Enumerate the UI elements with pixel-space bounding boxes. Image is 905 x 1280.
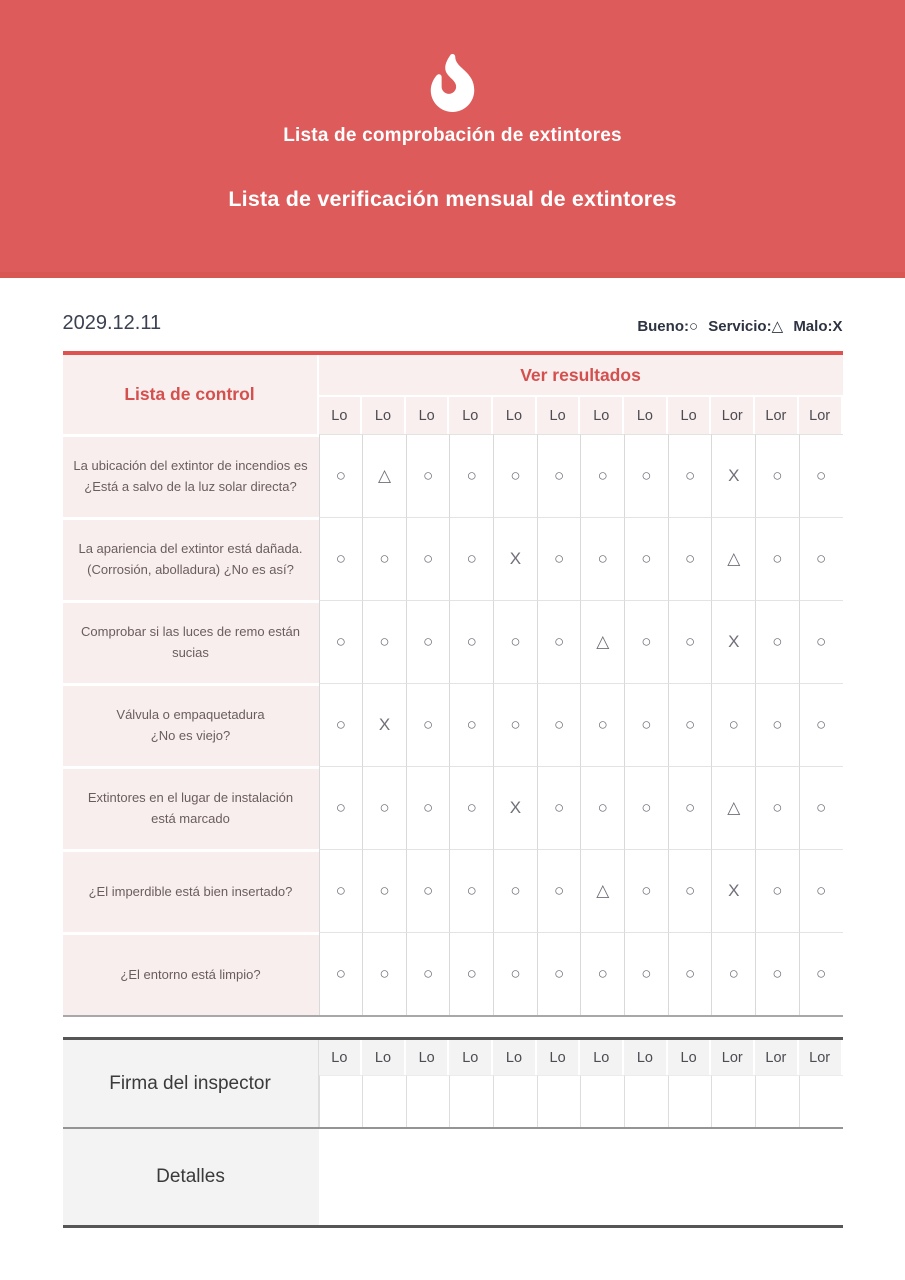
result-column-header: Lor xyxy=(711,397,755,434)
control-list-header: Lista de control xyxy=(63,355,319,434)
result-good-circle-icon: ○ xyxy=(537,849,581,932)
checklist-row xyxy=(63,766,843,849)
result-good-circle-icon: ○ xyxy=(624,434,668,517)
result-good-circle-icon: ○ xyxy=(624,849,668,932)
result-good-circle-icon: ○ xyxy=(755,600,799,683)
result-column-header: Lo xyxy=(580,397,624,434)
result-good-circle-icon: ○ xyxy=(580,517,624,600)
result-good-circle-icon: ○ xyxy=(580,434,624,517)
signature-cell xyxy=(537,1075,581,1127)
result-bad-x-icon: X xyxy=(493,517,537,600)
result-service-triangle-icon: △ xyxy=(580,849,624,932)
result-good-circle-icon: ○ xyxy=(493,434,537,517)
result-good-circle-icon: ○ xyxy=(580,766,624,849)
flame-icon xyxy=(430,54,475,112)
signature-header-row xyxy=(63,1040,843,1075)
result-column-header: Lor xyxy=(755,397,799,434)
checklist-item-label: ¿El imperdible está bien insertado? xyxy=(63,849,319,932)
result-good-circle-icon: ○ xyxy=(449,517,493,600)
result-column-header: Lo xyxy=(668,397,712,434)
result-good-circle-icon: ○ xyxy=(799,849,843,932)
checklist-item-label: La apariencia del extintor está dañada. (Corrosión, abolladura) ¿No es así? xyxy=(63,517,319,600)
signature-cell xyxy=(449,1075,493,1127)
result-column-header: Lo xyxy=(319,397,363,434)
result-bad-x-icon: X xyxy=(493,766,537,849)
result-bad-x-icon: X xyxy=(711,434,755,517)
result-good-circle-icon: ○ xyxy=(668,434,712,517)
result-service-triangle-icon: △ xyxy=(362,434,406,517)
checklist-item-label: La ubicación del extintor de incendios es ¿Está a salvo de la luz solar directa? xyxy=(63,434,319,517)
result-column-header: Lo xyxy=(493,397,537,434)
result-good-circle-icon: ○ xyxy=(449,683,493,766)
result-good-circle-icon: ○ xyxy=(624,517,668,600)
result-good-circle-icon: ○ xyxy=(668,849,712,932)
result-good-circle-icon: ○ xyxy=(537,434,581,517)
signature-column-header: Lo xyxy=(493,1040,537,1075)
result-good-circle-icon: ○ xyxy=(493,849,537,932)
checklist-item-label: Extintores en el lugar de instalación está marcado xyxy=(63,766,319,849)
checklist-body xyxy=(63,434,843,1015)
meta-row xyxy=(63,312,843,335)
result-bad-x-icon: X xyxy=(711,600,755,683)
legend-bad xyxy=(793,318,842,335)
result-bad-x-icon: X xyxy=(711,849,755,932)
signature-column-header: Lo xyxy=(580,1040,624,1075)
checklist-item-label: Válvula o empaquetadura ¿No es viejo? xyxy=(63,683,319,766)
signature-cell xyxy=(711,1075,755,1127)
result-good-circle-icon: ○ xyxy=(711,932,755,1015)
result-good-circle-icon: ○ xyxy=(319,434,363,517)
result-good-circle-icon: ○ xyxy=(406,600,450,683)
results-header-row xyxy=(63,355,843,397)
result-good-circle-icon: ○ xyxy=(624,683,668,766)
signature-cell xyxy=(668,1075,712,1127)
result-good-circle-icon: ○ xyxy=(624,600,668,683)
checklist-table xyxy=(63,351,843,1017)
signature-cell xyxy=(406,1075,450,1127)
checklist-row xyxy=(63,849,843,932)
result-good-circle-icon: ○ xyxy=(624,932,668,1015)
result-good-circle-icon: ○ xyxy=(406,932,450,1015)
result-good-circle-icon: ○ xyxy=(406,683,450,766)
signature-column-header: Lo xyxy=(406,1040,450,1075)
result-good-circle-icon: ○ xyxy=(449,932,493,1015)
details-label: Detalles xyxy=(63,1127,319,1225)
legend-good-label: Bueno: xyxy=(637,318,689,335)
result-good-circle-icon: ○ xyxy=(755,932,799,1015)
result-good-circle-icon: ○ xyxy=(362,517,406,600)
result-good-circle-icon: ○ xyxy=(668,683,712,766)
result-good-circle-icon: ○ xyxy=(755,849,799,932)
result-good-circle-icon: ○ xyxy=(799,600,843,683)
result-good-circle-icon: ○ xyxy=(406,434,450,517)
result-bad-x-icon: X xyxy=(362,683,406,766)
result-good-circle-icon: ○ xyxy=(799,517,843,600)
result-good-circle-icon: ○ xyxy=(668,517,712,600)
signature-column-header: Lo xyxy=(537,1040,581,1075)
result-good-circle-icon: ○ xyxy=(799,683,843,766)
circle-icon: ○ xyxy=(688,318,699,335)
result-good-circle-icon: ○ xyxy=(449,766,493,849)
signature-column-header: Lor xyxy=(799,1040,843,1075)
checklist-row xyxy=(63,517,843,600)
result-good-circle-icon: ○ xyxy=(319,849,363,932)
checklist-item-label: Comprobar si las luces de remo están sucias xyxy=(63,600,319,683)
result-good-circle-icon: ○ xyxy=(493,600,537,683)
result-good-circle-icon: ○ xyxy=(449,434,493,517)
result-good-circle-icon: ○ xyxy=(668,932,712,1015)
document-title: Lista de comprobación de extintores xyxy=(283,125,622,146)
legend-service xyxy=(708,318,783,335)
inspector-signature-label: Firma del inspector xyxy=(63,1040,319,1127)
result-good-circle-icon: ○ xyxy=(755,517,799,600)
inspection-date: 2029.12.11 xyxy=(62,312,162,334)
result-good-circle-icon: ○ xyxy=(406,517,450,600)
result-good-circle-icon: ○ xyxy=(449,600,493,683)
signature-column-header: Lor xyxy=(711,1040,755,1075)
result-good-circle-icon: ○ xyxy=(406,849,450,932)
checklist-row xyxy=(63,683,843,766)
result-service-triangle-icon: △ xyxy=(711,517,755,600)
details-area xyxy=(319,1127,843,1225)
result-good-circle-icon: ○ xyxy=(493,932,537,1015)
checklist-item-label: ¿El entorno está limpio? xyxy=(63,932,319,1015)
result-column-header: Lo xyxy=(537,397,581,434)
result-good-circle-icon: ○ xyxy=(362,932,406,1015)
result-good-circle-icon: ○ xyxy=(493,683,537,766)
signature-cell xyxy=(362,1075,406,1127)
signature-column-header: Lo xyxy=(624,1040,668,1075)
result-column-header: Lo xyxy=(449,397,493,434)
result-good-circle-icon: ○ xyxy=(668,766,712,849)
result-good-circle-icon: ○ xyxy=(537,600,581,683)
signature-cell xyxy=(624,1075,668,1127)
result-column-header: Lo xyxy=(406,397,450,434)
result-service-triangle-icon: △ xyxy=(580,600,624,683)
result-good-circle-icon: ○ xyxy=(537,683,581,766)
result-column-header: Lo xyxy=(624,397,668,434)
result-good-circle-icon: ○ xyxy=(319,600,363,683)
result-column-header: Lor xyxy=(799,397,843,434)
signature-table xyxy=(63,1037,843,1228)
signature-cell xyxy=(319,1075,363,1127)
result-good-circle-icon: ○ xyxy=(319,932,363,1015)
result-good-circle-icon: ○ xyxy=(668,600,712,683)
result-good-circle-icon: ○ xyxy=(319,683,363,766)
result-good-circle-icon: ○ xyxy=(799,932,843,1015)
legend-service-label: Servicio: xyxy=(708,318,772,335)
legend-good xyxy=(637,318,698,335)
document-subtitle: Lista de verificación mensual de extintores xyxy=(228,187,677,211)
result-good-circle-icon: ○ xyxy=(362,600,406,683)
result-good-circle-icon: ○ xyxy=(799,766,843,849)
result-good-circle-icon: ○ xyxy=(624,766,668,849)
signature-cell xyxy=(580,1075,624,1127)
result-good-circle-icon: ○ xyxy=(537,766,581,849)
result-good-circle-icon: ○ xyxy=(711,683,755,766)
x-icon: X xyxy=(832,318,843,335)
legend-bad-label: Malo: xyxy=(793,318,833,335)
result-service-triangle-icon: △ xyxy=(711,766,755,849)
result-good-circle-icon: ○ xyxy=(580,932,624,1015)
checklist-row xyxy=(63,932,843,1015)
checklist-row xyxy=(63,600,843,683)
signature-column-header: Lor xyxy=(755,1040,799,1075)
signature-cell xyxy=(755,1075,799,1127)
signature-cell xyxy=(493,1075,537,1127)
results-header: Ver resultados xyxy=(319,355,843,397)
result-good-circle-icon: ○ xyxy=(406,766,450,849)
signature-column-header: Lo xyxy=(449,1040,493,1075)
result-column-header: Lo xyxy=(362,397,406,434)
result-good-circle-icon: ○ xyxy=(755,434,799,517)
result-good-circle-icon: ○ xyxy=(537,932,581,1015)
result-good-circle-icon: ○ xyxy=(319,517,363,600)
result-good-circle-icon: ○ xyxy=(580,683,624,766)
result-good-circle-icon: ○ xyxy=(362,766,406,849)
signature-cell xyxy=(799,1075,843,1127)
result-good-circle-icon: ○ xyxy=(319,766,363,849)
signature-column-header: Lo xyxy=(362,1040,406,1075)
result-good-circle-icon: ○ xyxy=(799,434,843,517)
result-good-circle-icon: ○ xyxy=(755,766,799,849)
checklist-row xyxy=(63,434,843,517)
result-good-circle-icon: ○ xyxy=(537,517,581,600)
result-good-circle-icon: ○ xyxy=(755,683,799,766)
header-banner xyxy=(0,0,905,278)
result-good-circle-icon: ○ xyxy=(449,849,493,932)
triangle-icon: △ xyxy=(771,318,784,335)
details-row xyxy=(63,1127,843,1225)
result-good-circle-icon: ○ xyxy=(362,849,406,932)
signature-column-header: Lo xyxy=(319,1040,363,1075)
symbol-legend xyxy=(637,317,842,335)
signature-column-header: Lo xyxy=(668,1040,712,1075)
